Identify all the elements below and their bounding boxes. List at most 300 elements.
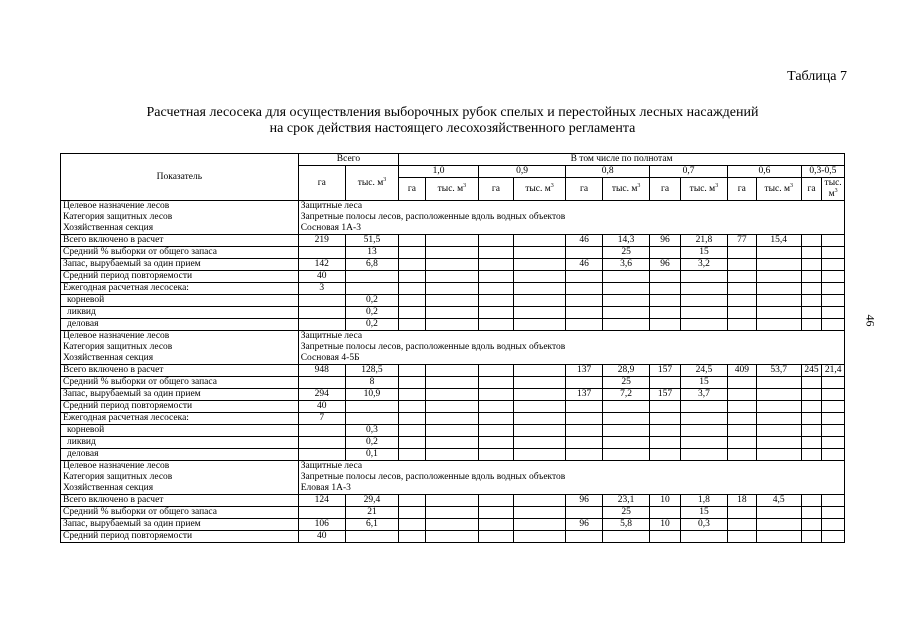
- table-row: [61, 425, 845, 437]
- row-label: ликвид: [61, 437, 299, 449]
- table-cell: [513, 437, 565, 449]
- table-cell: [680, 307, 727, 319]
- table-cell: [822, 307, 845, 319]
- table-cell: 46: [566, 235, 603, 247]
- table-cell: [822, 319, 845, 331]
- table-cell: [650, 449, 681, 461]
- table-cell: [603, 401, 650, 413]
- table-cell: 40: [298, 531, 345, 543]
- table-cell: [756, 377, 801, 389]
- row-label: Средний период повторяемости: [61, 271, 299, 283]
- section-purpose: Защитные леса: [298, 461, 844, 473]
- table-cell: 13: [345, 247, 398, 259]
- table-cell: [801, 449, 821, 461]
- table-cell: [822, 507, 845, 519]
- table-cell: [513, 271, 565, 283]
- header-density-m3: тыс. $м^3$: [513, 178, 565, 201]
- table-row: [61, 449, 845, 461]
- section-purpose-row: [61, 461, 845, 473]
- section-purpose: Защитные леса: [298, 331, 844, 343]
- table-cell: [603, 437, 650, 449]
- table-cell: [728, 437, 757, 449]
- table-cell: [298, 295, 345, 307]
- table-cell: [399, 531, 426, 543]
- table-cell: 0,2: [345, 437, 398, 449]
- table-cell: [479, 235, 514, 247]
- table-cell: [822, 531, 845, 543]
- table-cell: 96: [650, 235, 681, 247]
- table-row: [61, 235, 845, 247]
- table-cell: [650, 271, 681, 283]
- table-cell: [566, 507, 603, 519]
- table-cell: [399, 271, 426, 283]
- header-indicator: Показатель: [61, 154, 299, 201]
- table-cell: [345, 283, 398, 295]
- table-row: [61, 247, 845, 259]
- table-cell: [728, 271, 757, 283]
- row-label: Целевое назначение лесов: [61, 461, 299, 473]
- row-label: Всего включено в расчет: [61, 365, 299, 377]
- table-cell: 7,2: [603, 389, 650, 401]
- table-cell: 77: [728, 235, 757, 247]
- table-row: [61, 519, 845, 531]
- table-cell: [566, 449, 603, 461]
- table-cell: [756, 519, 801, 531]
- table-cell: [399, 377, 426, 389]
- table-cell: [513, 295, 565, 307]
- table-cell: [479, 449, 514, 461]
- table-cell: [513, 247, 565, 259]
- table-cell: [650, 377, 681, 389]
- table-cell: [822, 495, 845, 507]
- table-cell: [680, 295, 727, 307]
- table-cell: 7: [298, 413, 345, 425]
- table-cell: [425, 235, 478, 247]
- table-cell: 10: [650, 495, 681, 507]
- header-total: Всего: [298, 154, 398, 166]
- table-cell: [566, 377, 603, 389]
- table-cell: 46: [566, 259, 603, 271]
- table-cell: [425, 495, 478, 507]
- table-cell: [680, 449, 727, 461]
- table-cell: 25: [603, 507, 650, 519]
- section-purpose: Защитные леса: [298, 201, 844, 213]
- table-cell: [650, 413, 681, 425]
- table-cell: 294: [298, 389, 345, 401]
- table-cell: [479, 531, 514, 543]
- table-cell: [513, 283, 565, 295]
- table-cell: [728, 519, 757, 531]
- table-cell: [399, 389, 426, 401]
- table-cell: [399, 437, 426, 449]
- header-density-ha: га: [650, 178, 681, 201]
- table-row: [61, 259, 845, 271]
- section-category: Запретные полосы лесов, расположенные вдоль водных объектов: [298, 342, 844, 353]
- table-row: [61, 295, 845, 307]
- table-cell: [756, 531, 801, 543]
- table-cell: [425, 437, 478, 449]
- table-cell: [822, 401, 845, 413]
- table-cell: 124: [298, 495, 345, 507]
- table-cell: [801, 389, 821, 401]
- table-cell: [603, 283, 650, 295]
- table-cell: 137: [566, 365, 603, 377]
- table-cell: [479, 437, 514, 449]
- row-label: Ежегодная расчетная лесосека:: [61, 413, 299, 425]
- header-density-ha: га: [479, 178, 514, 201]
- table-cell: [728, 401, 757, 413]
- table-cell: [728, 319, 757, 331]
- table-cell: [479, 295, 514, 307]
- table-cell: [399, 307, 426, 319]
- table-cell: [566, 295, 603, 307]
- section-category-row: [61, 212, 845, 223]
- table-cell: [566, 283, 603, 295]
- table-cell: [650, 401, 681, 413]
- table-cell: 25: [603, 377, 650, 389]
- section-section: Сосновая 4-5Б: [298, 353, 844, 365]
- table-cell: [801, 295, 821, 307]
- row-label: Средний % выборки от общего запаса: [61, 377, 299, 389]
- table-cell: [399, 425, 426, 437]
- table-cell: [801, 531, 821, 543]
- table-cell: [345, 271, 398, 283]
- header-density-0: 1,0: [399, 166, 479, 178]
- table-cell: [603, 531, 650, 543]
- row-label: Средний период повторяемости: [61, 401, 299, 413]
- table-row: [61, 365, 845, 377]
- table-cell: 0,3: [680, 519, 727, 531]
- table-cell: 1,8: [680, 495, 727, 507]
- row-label: Хозяйственная секция: [61, 353, 299, 365]
- header-density-ha: га: [566, 178, 603, 201]
- table-row: [61, 507, 845, 519]
- row-label: Средний % выборки от общего запаса: [61, 507, 299, 519]
- table-row: [61, 319, 845, 331]
- table-cell: [680, 437, 727, 449]
- table-cell: [399, 283, 426, 295]
- table-cell: [728, 307, 757, 319]
- table-cell: 15,4: [756, 235, 801, 247]
- table-cell: [399, 235, 426, 247]
- table-cell: 0,2: [345, 295, 398, 307]
- table-cell: 3,7: [680, 389, 727, 401]
- document-title: [0, 105, 905, 137]
- table-cell: [756, 319, 801, 331]
- table-cell: 157: [650, 365, 681, 377]
- table-cell: 15: [680, 377, 727, 389]
- table-cell: [298, 425, 345, 437]
- table-cell: [298, 437, 345, 449]
- table-cell: [479, 365, 514, 377]
- table-cell: 96: [566, 495, 603, 507]
- row-label: деловая: [61, 319, 299, 331]
- table-cell: [728, 377, 757, 389]
- section-category: Запретные полосы лесов, расположенные вдоль водных объектов: [298, 472, 844, 483]
- table-cell: [603, 295, 650, 307]
- table-cell: [801, 437, 821, 449]
- table-cell: [801, 259, 821, 271]
- table-cell: [399, 259, 426, 271]
- table-cell: 14,3: [603, 235, 650, 247]
- table-cell: 948: [298, 365, 345, 377]
- table-cell: [603, 413, 650, 425]
- header-density-5: 0,3-0,5: [801, 166, 844, 178]
- table-row: [61, 377, 845, 389]
- table-cell: [822, 247, 845, 259]
- section-section-row: [61, 483, 845, 495]
- table-cell: [603, 307, 650, 319]
- table-cell: [399, 295, 426, 307]
- allowable-cut-table: [60, 153, 845, 543]
- table-cell: 21: [345, 507, 398, 519]
- table-cell: 128,5: [345, 365, 398, 377]
- row-label: Категория защитных лесов: [61, 342, 299, 353]
- table-cell: [756, 449, 801, 461]
- table-cell: [513, 425, 565, 437]
- table-cell: [756, 507, 801, 519]
- table-cell: [650, 295, 681, 307]
- table-cell: 0,2: [345, 307, 398, 319]
- header-density-ha: га: [728, 178, 757, 201]
- table-cell: 53,7: [756, 365, 801, 377]
- row-label: корневой: [61, 295, 299, 307]
- table-cell: [728, 389, 757, 401]
- table-cell: [479, 495, 514, 507]
- table-cell: [298, 247, 345, 259]
- table-cell: [801, 425, 821, 437]
- table-row: [61, 495, 845, 507]
- table-cell: [425, 365, 478, 377]
- header-density-4: 0,6: [728, 166, 802, 178]
- table-cell: [728, 425, 757, 437]
- table-cell: 157: [650, 389, 681, 401]
- table-cell: [566, 437, 603, 449]
- table-cell: [822, 295, 845, 307]
- table-cell: [298, 449, 345, 461]
- table-cell: [801, 271, 821, 283]
- section-purpose-row: [61, 331, 845, 343]
- table-cell: [425, 307, 478, 319]
- table-cell: [650, 507, 681, 519]
- table-cell: [566, 401, 603, 413]
- table-cell: [566, 425, 603, 437]
- table-cell: [513, 235, 565, 247]
- table-cell: [399, 495, 426, 507]
- table-cell: [425, 295, 478, 307]
- table-cell: 0,1: [345, 449, 398, 461]
- row-label: корневой: [61, 425, 299, 437]
- table-cell: 18: [728, 495, 757, 507]
- table-cell: 3,6: [603, 259, 650, 271]
- row-label: Ежегодная расчетная лесосека:: [61, 283, 299, 295]
- table-cell: [479, 377, 514, 389]
- table-cell: [425, 519, 478, 531]
- table-cell: 23,1: [603, 495, 650, 507]
- table-cell: 10: [650, 519, 681, 531]
- table-cell: 6,1: [345, 519, 398, 531]
- table-cell: 3: [298, 283, 345, 295]
- table-cell: 6,8: [345, 259, 398, 271]
- table-cell: [479, 507, 514, 519]
- table-cell: 15: [680, 247, 727, 259]
- row-label: Средний период повторяемости: [61, 531, 299, 543]
- table-cell: 21,4: [822, 365, 845, 377]
- header-density-1: 0,9: [479, 166, 566, 178]
- table-row: [61, 437, 845, 449]
- table-cell: [479, 259, 514, 271]
- table-cell: 409: [728, 365, 757, 377]
- row-label: Хозяйственная секция: [61, 483, 299, 495]
- table-cell: [680, 425, 727, 437]
- table-cell: 245: [801, 365, 821, 377]
- row-label: ликвид: [61, 307, 299, 319]
- table-cell: [513, 365, 565, 377]
- table-cell: [756, 271, 801, 283]
- table-cell: [756, 295, 801, 307]
- table-cell: [650, 531, 681, 543]
- table-cell: [650, 307, 681, 319]
- table-cell: [566, 319, 603, 331]
- table-cell: 10,9: [345, 389, 398, 401]
- table-cell: [566, 531, 603, 543]
- table-cell: [399, 319, 426, 331]
- row-label: Запас, вырубаемый за один прием: [61, 519, 299, 531]
- table-cell: [728, 259, 757, 271]
- table-cell: [801, 319, 821, 331]
- table-cell: [756, 401, 801, 413]
- table-cell: [479, 283, 514, 295]
- header-density-m3: тыс. $м^3$: [680, 178, 727, 201]
- row-label: Средний % выборки от общего запаса: [61, 247, 299, 259]
- table-cell: 96: [566, 519, 603, 531]
- table-cell: 40: [298, 271, 345, 283]
- table-cell: [680, 283, 727, 295]
- table-cell: [650, 319, 681, 331]
- title-line-1: Расчетная лесосека для осуществления выборочных рубок спелых и перестойных лесных насаждений: [146, 105, 759, 120]
- table-cell: [756, 389, 801, 401]
- table-cell: [399, 449, 426, 461]
- table-cell: [650, 425, 681, 437]
- table-row: [61, 389, 845, 401]
- table-cell: [399, 507, 426, 519]
- table-cell: [298, 377, 345, 389]
- table-cell: [822, 271, 845, 283]
- table-cell: 29,4: [345, 495, 398, 507]
- section-purpose-row: [61, 201, 845, 213]
- table-cell: [425, 283, 478, 295]
- table-cell: [513, 259, 565, 271]
- table-cell: [425, 377, 478, 389]
- table-row: [61, 283, 845, 295]
- table-cell: [479, 247, 514, 259]
- table-cell: [513, 449, 565, 461]
- table-cell: [728, 295, 757, 307]
- table-cell: [801, 247, 821, 259]
- table-cell: [513, 519, 565, 531]
- table-cell: [566, 413, 603, 425]
- table-cell: [680, 319, 727, 331]
- table-cell: [513, 377, 565, 389]
- table-cell: [728, 449, 757, 461]
- table-cell: 137: [566, 389, 603, 401]
- table-cell: [603, 449, 650, 461]
- table-cell: 96: [650, 259, 681, 271]
- row-label: Категория защитных лесов: [61, 472, 299, 483]
- table-cell: [822, 519, 845, 531]
- table-cell: [479, 519, 514, 531]
- section-category-row: [61, 472, 845, 483]
- table-cell: [650, 437, 681, 449]
- header-total-m3: тыс. $м^3$: [345, 166, 398, 201]
- table-cell: 0,2: [345, 319, 398, 331]
- table-cell: [425, 319, 478, 331]
- page-number: 46: [863, 314, 878, 327]
- table-cell: [298, 307, 345, 319]
- table-cell: [425, 425, 478, 437]
- table-cell: [425, 247, 478, 259]
- table-cell: [822, 449, 845, 461]
- table-cell: [513, 495, 565, 507]
- table-cell: [479, 319, 514, 331]
- header-density-m3: тыс. $м^3$: [822, 178, 845, 201]
- table-cell: [728, 531, 757, 543]
- table-cell: 3,2: [680, 259, 727, 271]
- table-cell: [728, 413, 757, 425]
- row-label: Категория защитных лесов: [61, 212, 299, 223]
- table-cell: [603, 271, 650, 283]
- table-cell: [650, 283, 681, 295]
- table-cell: [756, 425, 801, 437]
- title-line-2: на срок действия настоящего лесохозяйственного регламента: [269, 121, 636, 136]
- header-by-density: В том числе по полнотам: [399, 154, 845, 166]
- table-cell: [513, 389, 565, 401]
- row-label: деловая: [61, 449, 299, 461]
- table-cell: [479, 307, 514, 319]
- table-cell: [801, 401, 821, 413]
- table-row: [61, 307, 845, 319]
- table-cell: [756, 283, 801, 295]
- table-cell: [298, 319, 345, 331]
- table-cell: [680, 413, 727, 425]
- section-section-row: [61, 223, 845, 235]
- table-cell: [680, 531, 727, 543]
- table-cell: [425, 413, 478, 425]
- table-cell: [822, 389, 845, 401]
- table-cell: 106: [298, 519, 345, 531]
- table-cell: [345, 531, 398, 543]
- table-cell: [822, 437, 845, 449]
- table-cell: [801, 495, 821, 507]
- table-cell: [822, 377, 845, 389]
- table-cell: [425, 259, 478, 271]
- table-cell: [425, 449, 478, 461]
- table-cell: [566, 307, 603, 319]
- table-row: [61, 413, 845, 425]
- table-cell: [801, 413, 821, 425]
- table-cell: 21,8: [680, 235, 727, 247]
- table-cell: [479, 271, 514, 283]
- table-cell: [822, 235, 845, 247]
- header-density-2: 0,8: [566, 166, 650, 178]
- table-row: [61, 401, 845, 413]
- table-cell: [801, 307, 821, 319]
- table-row: [61, 271, 845, 283]
- table-cell: [298, 507, 345, 519]
- table-cell: [756, 307, 801, 319]
- table-cell: 219: [298, 235, 345, 247]
- table-cell: [513, 319, 565, 331]
